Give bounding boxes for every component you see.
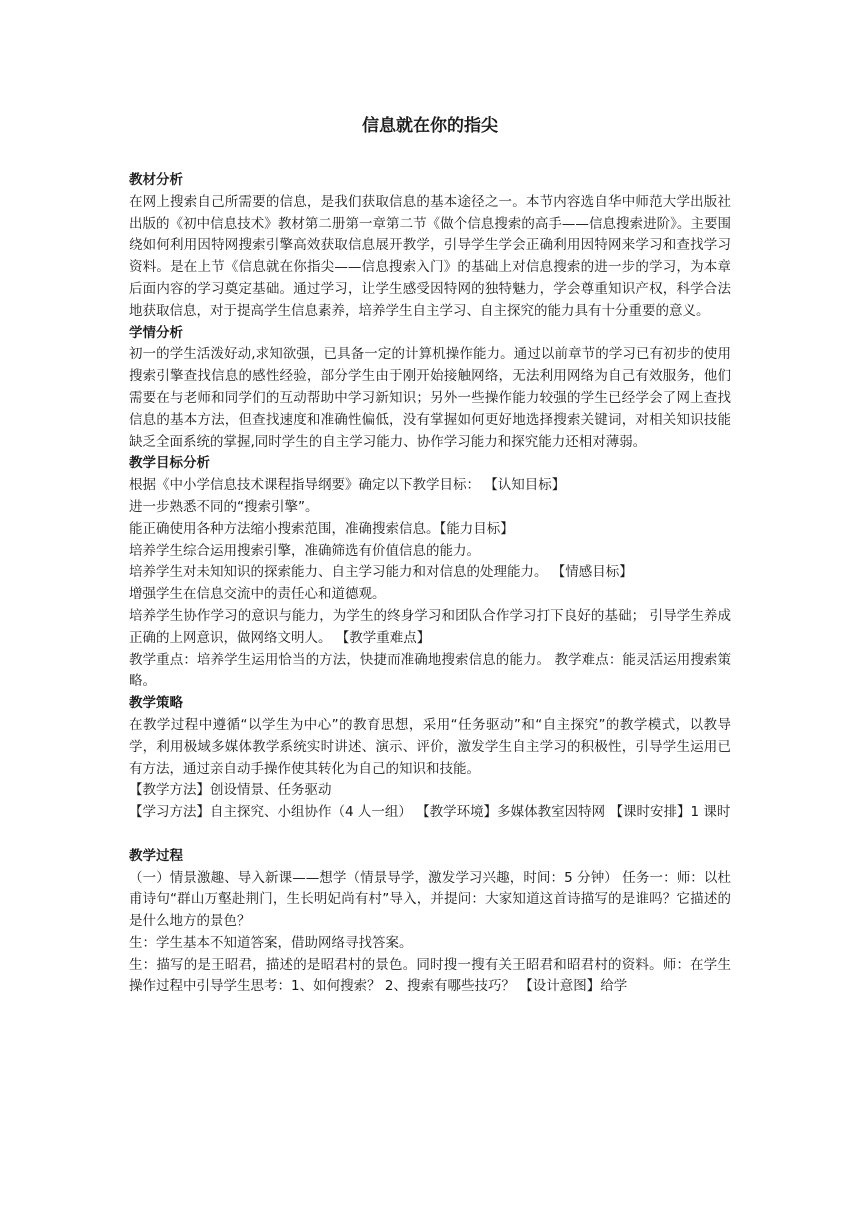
document-page — [129, 0, 731, 1216]
section-heading: 教材分析 — [129, 172, 183, 188]
paragraph: 能正确使用各种方法缩小搜索范围，准确搜索信息。【能力目标】 — [129, 520, 514, 537]
paragraph: 增强学生在信息交流中的责任心和道德观。 — [129, 586, 386, 603]
section-teaching-goals — [129, 453, 731, 693]
section-heading: 教学过程 — [129, 847, 183, 864]
section-heading: 学情分析 — [129, 324, 183, 341]
paragraph: 生：描写的是王昭君，描述的是昭君村的景色。同时搜一搜有关王昭君和昭君村的资料。师：在学生操作过程中引导学生思考：1、如何搜索？ 2、搜索有哪些技巧？ 【设计意图】给学 — [129, 956, 731, 995]
paragraph: 【学习方法】自主探究、小组协作（4 人一组） 【教学环境】多媒体教室因特网 【课时安排】1 课时 — [129, 804, 731, 821]
paragraph: 生：学生基本不知道答案，借助网络寻找答案。 — [129, 934, 413, 951]
paragraph: 培养学生协作学习的意识与能力，为学生的终身学习和团队合作学习打下良好的基础； 引导学生养成正确的上网意识，做网络文明人。 【教学重难点】 — [129, 607, 731, 646]
paragraph: 【教学方法】创设情景、任务驱动 — [129, 782, 332, 799]
section-student-analysis — [129, 323, 731, 454]
paragraph: 在教学过程中遵循“以学生为中心”的教育思想，采用“任务驱动”和“自主探究”的教学模式，以教导学，利用极域多媒体教学系统实时讲述、演示、评价，激发学生自主学习的积极性，引导学生运用已有方法，通过亲自动手操作使其转化为自己的知识和技能。 — [129, 716, 731, 777]
section-heading: 教学策略 — [129, 695, 183, 712]
paragraph: 进一步熟悉不同的“搜索引擎”。 — [129, 498, 319, 515]
paragraph: 在网上搜索自己所需要的信息，是我们获取信息的基本途径之一。本节内容选自华中师范大学出版社出版的《初中信息技术》教材第二册第一章第二节《做个信息搜索的高手——信息搜索进阶》。主要围绕如何利用因特网搜索引擎高效获取信息展开教学，引导学生学会正确利用因特网来学习和查找学习资料。是在上节《信息就在你指尖——信息搜索入门》的基础上对信息搜索的进一步的学习，为本章后面内容的学习奠定基础。通过学习，让学生感受因特网的独特魅力，学会尊重知识产权，科学合法地获取信息，对于提高学生信息素养，培养学生自主学习、自主探究的能力具有十分重要的意义。 — [129, 193, 731, 319]
paragraph: 培养学生综合运用搜索引擎，准确筛选有价值信息的能力。 — [129, 542, 480, 559]
paragraph: （一）情景激趣、导入新课——想学（情景导学，激发学习兴趣，时间：5 分钟） 任务一：师：以杜甫诗句“群山万壑赴荆门，生长明妃尚有村”导入，并提问：大家知道这首诗描写的是谁吗？它描述的是什么地方的景色？ — [129, 869, 731, 930]
document-title: 信息就在你的指尖 — [362, 116, 498, 136]
section-textbook-analysis — [129, 170, 731, 323]
paragraph: 根据《中小学信息技术课程指导纲要》确定以下教学目标： 【认知目标】 — [129, 477, 566, 494]
document-body — [129, 170, 731, 998]
section-teaching-strategy — [129, 693, 731, 824]
section-teaching-process — [129, 846, 731, 999]
paragraph: 教学重点：培养学生运用恰当的方法，快捷而准确地搜索信息的能力。 教学难点：能灵活运用搜索策略。 — [129, 651, 731, 690]
paragraph: 初一的学生活泼好动,求知欲强，已具备一定的计算机操作能力。通过以前章节的学习已有初步的使用搜索引擎查找信息的感性经验，部分学生由于刚开始接触网络，无法利用网络为自己有效服务，他们需要在与老师和同学们的互动帮助中学习新知识；另外一些操作能力较强的学生已经学会了网上查找信息的基本方法，但查找速度和准确性偏低，没有掌握如何更好地选择搜索关键词，对相关知识技能缺乏全面系统的掌握,同时学生的自主学习能力、协作学习能力和探究能力还相对薄弱。 — [129, 346, 731, 450]
blank-line — [129, 824, 731, 846]
section-heading: 教学目标分析 — [129, 455, 210, 472]
paragraph: 培养学生对未知知识的探索能力、自主学习能力和对信息的处理能力。 【情感目标】 — [129, 564, 633, 581]
